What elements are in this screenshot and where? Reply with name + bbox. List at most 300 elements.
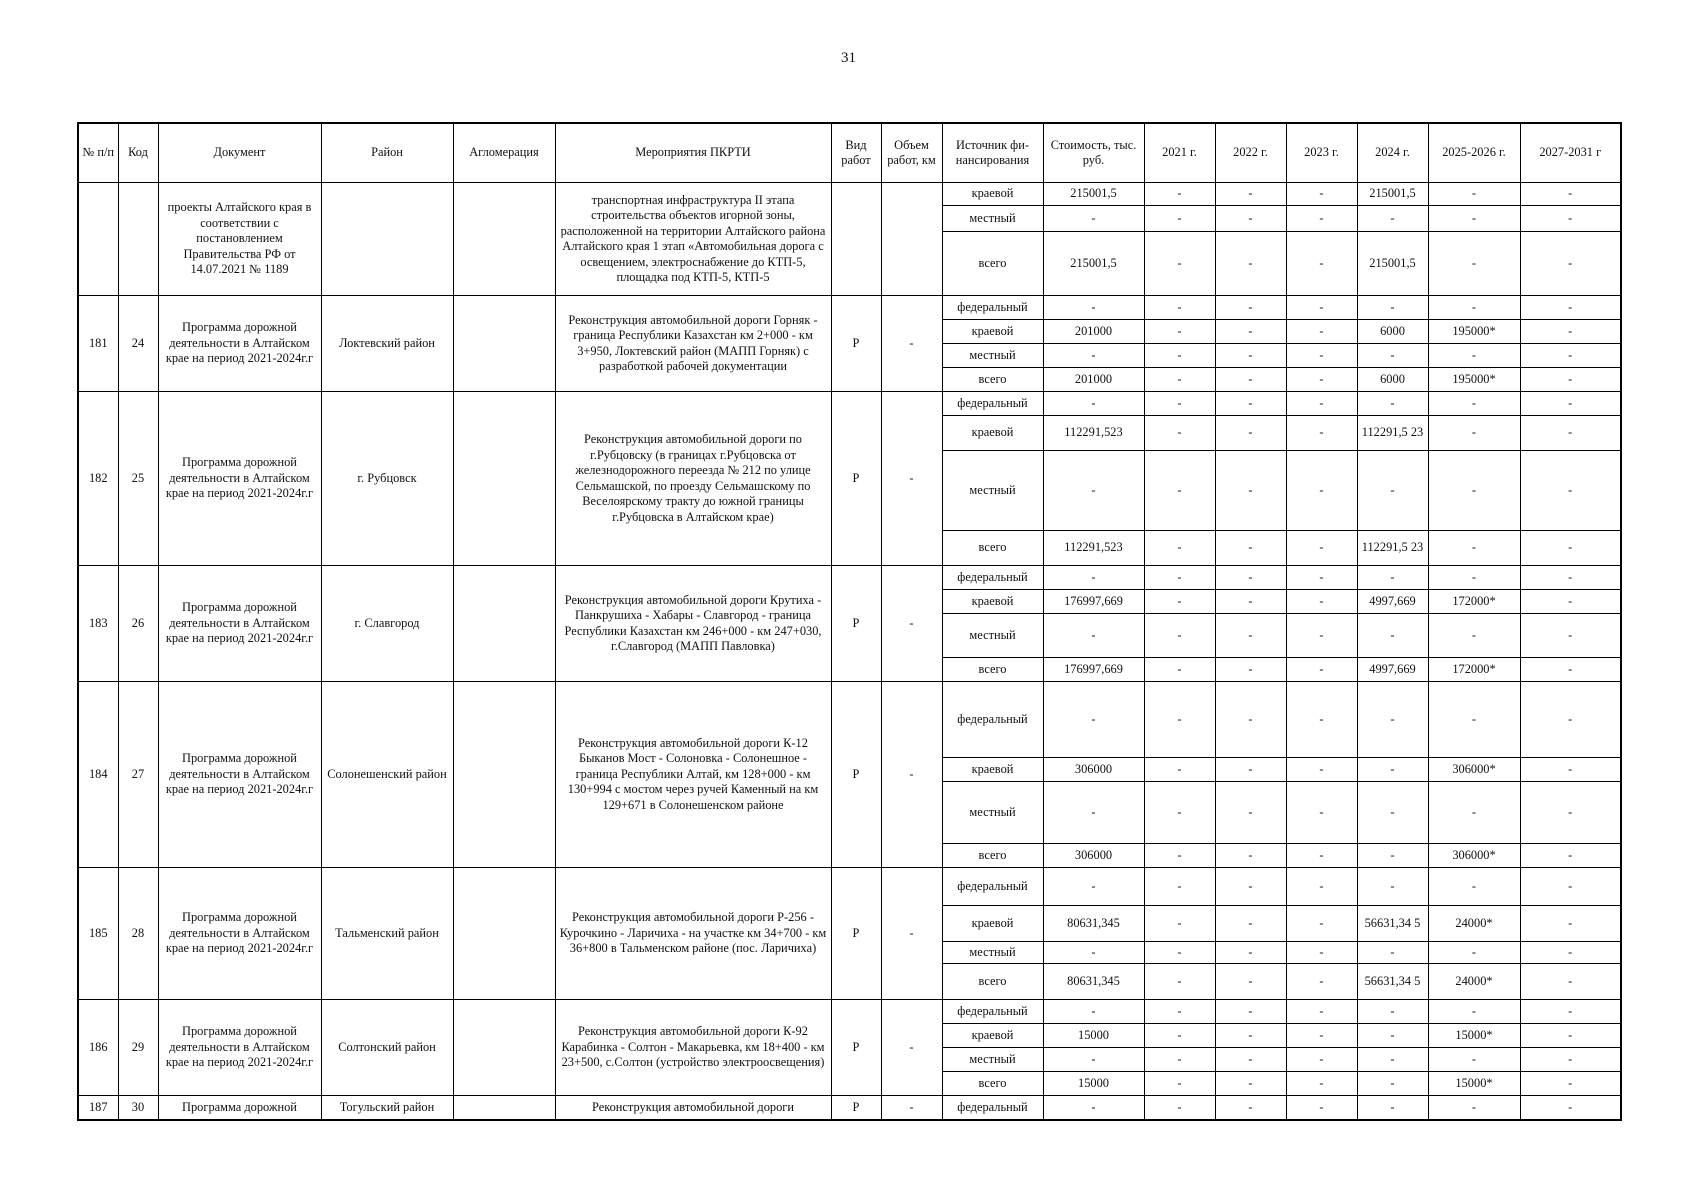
event-cell: Реконструкция автомобильной дороги по г.Рубцовску (в границах г.Рубцовска от железнодорожного переезда № 212 по улице Сельмашской, по проезду Сельмашскому по Веселоярскому тракту до южной границы г.Рубцовска в Алтайском крае) [555, 392, 831, 566]
district-cell: Локтевский район [321, 296, 453, 392]
year-2024-cell: - [1357, 614, 1428, 658]
year-2021-cell: - [1144, 368, 1215, 392]
agglomeration-cell [453, 1096, 555, 1120]
cost-cell: 201000 [1043, 368, 1144, 392]
table-body [78, 183, 1621, 1120]
year-2022-cell: - [1215, 590, 1286, 614]
cost-cell: - [1043, 1096, 1144, 1120]
years-2027-2031-cell: - [1520, 758, 1621, 782]
years-2025-2026-cell: - [1428, 1048, 1520, 1072]
year-2022-cell: - [1215, 183, 1286, 206]
header-cell: Документ [158, 123, 321, 183]
year-2022-cell: - [1215, 906, 1286, 942]
year-2021-cell: - [1144, 1048, 1215, 1072]
years-2027-2031-cell: - [1520, 942, 1621, 964]
years-2025-2026-cell: 195000* [1428, 320, 1520, 344]
funding-source-cell: краевой [942, 758, 1043, 782]
year-2024-cell: - [1357, 344, 1428, 368]
agglomeration-cell [453, 566, 555, 682]
district-cell: Солонешенский район [321, 682, 453, 868]
table-row [78, 183, 1621, 206]
year-2023-cell: - [1286, 296, 1357, 320]
funding-source-cell: всего [942, 368, 1043, 392]
year-2024-cell: - [1357, 451, 1428, 531]
table-row [78, 392, 1621, 416]
year-2024-cell: - [1357, 782, 1428, 844]
funding-source-cell: всего [942, 531, 1043, 566]
district-cell: г. Славгород [321, 566, 453, 682]
district-cell: Тогульский район [321, 1096, 453, 1120]
row-number-cell: 182 [78, 392, 118, 566]
year-2023-cell: - [1286, 1096, 1357, 1120]
cost-cell: 306000 [1043, 844, 1144, 868]
year-2022-cell: - [1215, 416, 1286, 451]
year-2022-cell: - [1215, 844, 1286, 868]
year-2024-cell: - [1357, 1048, 1428, 1072]
work-type-cell [831, 183, 881, 296]
cost-cell: - [1043, 1000, 1144, 1024]
cost-cell: 80631,345 [1043, 906, 1144, 942]
cost-cell: - [1043, 682, 1144, 758]
year-2022-cell: - [1215, 320, 1286, 344]
year-2023-cell: - [1286, 782, 1357, 844]
years-2027-2031-cell: - [1520, 658, 1621, 682]
years-2027-2031-cell: - [1520, 368, 1621, 392]
header-cell: Источник фи-нансирования [942, 123, 1043, 183]
year-2024-cell: - [1357, 206, 1428, 232]
event-cell: Реконструкция автомобильной дороги К-12 Быканов Мост - Солоновка - Солонешное - граница Республики Алтай, км 128+000 - км 130+994 с мостом через ручей Каменный на км 129+671 в Солонешенском районе [555, 682, 831, 868]
row-number-cell: 184 [78, 682, 118, 868]
years-2025-2026-cell: - [1428, 296, 1520, 320]
year-2024-cell: - [1357, 1096, 1428, 1120]
years-2027-2031-cell: - [1520, 1000, 1621, 1024]
years-2027-2031-cell: - [1520, 296, 1621, 320]
work-type-cell: Р [831, 1096, 881, 1120]
year-2021-cell: - [1144, 344, 1215, 368]
funding-source-cell: всего [942, 658, 1043, 682]
work-type-cell: Р [831, 1000, 881, 1096]
document-cell: Программа дорожной деятельности в Алтайском крае на период 2021-2024г.г [158, 682, 321, 868]
cost-cell: 176997,669 [1043, 590, 1144, 614]
cost-cell: - [1043, 451, 1144, 531]
year-2022-cell: - [1215, 1048, 1286, 1072]
funding-source-cell: федеральный [942, 1000, 1043, 1024]
funding-source-cell: краевой [942, 590, 1043, 614]
cost-cell: - [1043, 296, 1144, 320]
document-cell: Программа дорожной [158, 1096, 321, 1120]
event-cell: Реконструкция автомобильной дороги [555, 1096, 831, 1120]
table-row [78, 1000, 1621, 1024]
work-type-cell: Р [831, 682, 881, 868]
years-2025-2026-cell: - [1428, 566, 1520, 590]
year-2022-cell: - [1215, 296, 1286, 320]
year-2021-cell: - [1144, 942, 1215, 964]
year-2024-cell: 56631,34 5 [1357, 906, 1428, 942]
year-2022-cell: - [1215, 344, 1286, 368]
year-2024-cell: - [1357, 868, 1428, 906]
year-2023-cell: - [1286, 1024, 1357, 1048]
volume-cell: - [881, 392, 942, 566]
year-2021-cell: - [1144, 566, 1215, 590]
year-2022-cell: - [1215, 868, 1286, 906]
year-2023-cell: - [1286, 658, 1357, 682]
year-2021-cell: - [1144, 658, 1215, 682]
volume-cell: - [881, 296, 942, 392]
year-2022-cell: - [1215, 658, 1286, 682]
year-2024-cell: - [1357, 844, 1428, 868]
funding-source-cell: краевой [942, 1024, 1043, 1048]
volume-cell: - [881, 682, 942, 868]
cost-cell: - [1043, 782, 1144, 844]
year-2022-cell: - [1215, 758, 1286, 782]
cost-cell: 112291,523 [1043, 416, 1144, 451]
year-2024-cell: - [1357, 758, 1428, 782]
table-row [78, 296, 1621, 320]
district-cell: г. Рубцовск [321, 392, 453, 566]
years-2027-2031-cell: - [1520, 344, 1621, 368]
year-2021-cell: - [1144, 320, 1215, 344]
code-cell: 24 [118, 296, 158, 392]
work-type-cell: Р [831, 296, 881, 392]
year-2024-cell: 56631,34 5 [1357, 964, 1428, 1000]
year-2024-cell: - [1357, 942, 1428, 964]
years-2025-2026-cell: - [1428, 392, 1520, 416]
funding-source-cell: всего [942, 232, 1043, 296]
year-2023-cell: - [1286, 844, 1357, 868]
year-2023-cell: - [1286, 614, 1357, 658]
years-2025-2026-cell: 15000* [1428, 1024, 1520, 1048]
year-2022-cell: - [1215, 942, 1286, 964]
year-2021-cell: - [1144, 844, 1215, 868]
years-2025-2026-cell: 24000* [1428, 964, 1520, 1000]
agglomeration-cell [453, 868, 555, 1000]
agglomeration-cell [453, 392, 555, 566]
year-2023-cell: - [1286, 942, 1357, 964]
header-cell: 2022 г. [1215, 123, 1286, 183]
years-2025-2026-cell: - [1428, 416, 1520, 451]
volume-cell: - [881, 1096, 942, 1120]
cost-cell: 215001,5 [1043, 183, 1144, 206]
years-2025-2026-cell: 195000* [1428, 368, 1520, 392]
years-2025-2026-cell: 306000* [1428, 758, 1520, 782]
years-2027-2031-cell: - [1520, 320, 1621, 344]
funding-source-cell: краевой [942, 183, 1043, 206]
funding-source-cell: краевой [942, 320, 1043, 344]
years-2025-2026-cell: - [1428, 206, 1520, 232]
years-2027-2031-cell: - [1520, 566, 1621, 590]
year-2023-cell: - [1286, 758, 1357, 782]
funding-source-cell: федеральный [942, 868, 1043, 906]
year-2021-cell: - [1144, 296, 1215, 320]
document-cell: Программа дорожной деятельности в Алтайском крае на период 2021-2024г.г [158, 392, 321, 566]
year-2021-cell: - [1144, 531, 1215, 566]
row-number-cell: 183 [78, 566, 118, 682]
year-2024-cell: - [1357, 296, 1428, 320]
years-2027-2031-cell: - [1520, 906, 1621, 942]
header-cell: Стоимость, тыс. руб. [1043, 123, 1144, 183]
cost-cell: 176997,669 [1043, 658, 1144, 682]
row-number-cell: 186 [78, 1000, 118, 1096]
cost-cell: - [1043, 392, 1144, 416]
year-2021-cell: - [1144, 1000, 1215, 1024]
years-2027-2031-cell: - [1520, 531, 1621, 566]
district-cell: Тальменский район [321, 868, 453, 1000]
year-2023-cell: - [1286, 416, 1357, 451]
year-2024-cell: - [1357, 682, 1428, 758]
header-cell: 2027-2031 г [1520, 123, 1621, 183]
year-2023-cell: - [1286, 906, 1357, 942]
work-type-cell: Р [831, 566, 881, 682]
years-2027-2031-cell: - [1520, 1048, 1621, 1072]
year-2023-cell: - [1286, 868, 1357, 906]
years-2025-2026-cell: - [1428, 682, 1520, 758]
agglomeration-cell [453, 296, 555, 392]
header-cell: Объем работ, км [881, 123, 942, 183]
years-2027-2031-cell: - [1520, 682, 1621, 758]
year-2021-cell: - [1144, 1072, 1215, 1096]
district-cell [321, 183, 453, 296]
table-row [78, 566, 1621, 590]
financing-table [77, 122, 1622, 1121]
years-2027-2031-cell: - [1520, 232, 1621, 296]
year-2024-cell: 6000 [1357, 320, 1428, 344]
funding-source-cell: местный [942, 942, 1043, 964]
year-2021-cell: - [1144, 906, 1215, 942]
year-2024-cell: - [1357, 566, 1428, 590]
year-2024-cell: 215001,5 [1357, 183, 1428, 206]
code-cell: 29 [118, 1000, 158, 1096]
year-2023-cell: - [1286, 1000, 1357, 1024]
years-2027-2031-cell: - [1520, 183, 1621, 206]
funding-source-cell: местный [942, 1048, 1043, 1072]
code-cell: 26 [118, 566, 158, 682]
page-number: 31 [841, 50, 856, 66]
year-2024-cell: 4997,669 [1357, 590, 1428, 614]
year-2023-cell: - [1286, 566, 1357, 590]
year-2023-cell: - [1286, 232, 1357, 296]
table-row [78, 1096, 1621, 1120]
year-2022-cell: - [1215, 368, 1286, 392]
funding-source-cell: федеральный [942, 296, 1043, 320]
year-2022-cell: - [1215, 451, 1286, 531]
year-2022-cell: - [1215, 682, 1286, 758]
year-2021-cell: - [1144, 232, 1215, 296]
year-2021-cell: - [1144, 1024, 1215, 1048]
year-2022-cell: - [1215, 206, 1286, 232]
funding-source-cell: местный [942, 614, 1043, 658]
cost-cell: - [1043, 206, 1144, 232]
row-number-cell: 187 [78, 1096, 118, 1120]
header-cell: Мероприятия ПКРТИ [555, 123, 831, 183]
funding-source-cell: федеральный [942, 392, 1043, 416]
years-2025-2026-cell: - [1428, 531, 1520, 566]
event-cell: Реконструкция автомобильной дороги К-92 Карабинка - Солтон - Макарьевка, км 18+400 - км 23+500, с.Солтон (устройство электроосвещения) [555, 1000, 831, 1096]
cost-cell: - [1043, 566, 1144, 590]
year-2024-cell: 6000 [1357, 368, 1428, 392]
cost-cell: 15000 [1043, 1024, 1144, 1048]
year-2023-cell: - [1286, 206, 1357, 232]
cost-cell: - [1043, 614, 1144, 658]
year-2023-cell: - [1286, 320, 1357, 344]
year-2022-cell: - [1215, 1024, 1286, 1048]
header-row [78, 123, 1621, 183]
years-2025-2026-cell: - [1428, 183, 1520, 206]
years-2025-2026-cell: - [1428, 1000, 1520, 1024]
header-cell: Вид работ [831, 123, 881, 183]
agglomeration-cell [453, 1000, 555, 1096]
volume-cell: - [881, 566, 942, 682]
header-cell: № п/п [78, 123, 118, 183]
year-2023-cell: - [1286, 531, 1357, 566]
agglomeration-cell [453, 682, 555, 868]
volume-cell [881, 183, 942, 296]
funding-source-cell: всего [942, 964, 1043, 1000]
year-2023-cell: - [1286, 368, 1357, 392]
funding-source-cell: местный [942, 206, 1043, 232]
year-2023-cell: - [1286, 964, 1357, 1000]
volume-cell: - [881, 868, 942, 1000]
years-2025-2026-cell: - [1428, 614, 1520, 658]
year-2024-cell: - [1357, 1024, 1428, 1048]
header-cell: Код [118, 123, 158, 183]
year-2021-cell: - [1144, 590, 1215, 614]
year-2022-cell: - [1215, 614, 1286, 658]
years-2027-2031-cell: - [1520, 844, 1621, 868]
document-cell: проекты Алтайского края в соответствии с постановлением Правительства РФ от 14.07.2021 № 1189 [158, 183, 321, 296]
cost-cell: 112291,523 [1043, 531, 1144, 566]
year-2021-cell: - [1144, 416, 1215, 451]
years-2027-2031-cell: - [1520, 392, 1621, 416]
years-2025-2026-cell: - [1428, 232, 1520, 296]
cost-cell: 215001,5 [1043, 232, 1144, 296]
years-2025-2026-cell: - [1428, 344, 1520, 368]
document-cell: Программа дорожной деятельности в Алтайском крае на период 2021-2024г.г [158, 868, 321, 1000]
year-2023-cell: - [1286, 183, 1357, 206]
years-2027-2031-cell: - [1520, 590, 1621, 614]
year-2023-cell: - [1286, 1048, 1357, 1072]
years-2027-2031-cell: - [1520, 782, 1621, 844]
cost-cell: 201000 [1043, 320, 1144, 344]
work-type-cell: Р [831, 392, 881, 566]
year-2022-cell: - [1215, 1000, 1286, 1024]
cost-cell: - [1043, 868, 1144, 906]
year-2022-cell: - [1215, 782, 1286, 844]
years-2025-2026-cell: 306000* [1428, 844, 1520, 868]
year-2021-cell: - [1144, 964, 1215, 1000]
code-cell [118, 183, 158, 296]
header-cell: Район [321, 123, 453, 183]
years-2027-2031-cell: - [1520, 1024, 1621, 1048]
funding-source-cell: местный [942, 344, 1043, 368]
year-2023-cell: - [1286, 1072, 1357, 1096]
table-row [78, 682, 1621, 758]
event-cell: транспортная инфраструктура II этапа строительства объектов игорной зоны, расположенной на территории Алтайского района Алтайского края 1 этап «Автомобильная дорога с освещением, электроснабжение до КТП-5, площадка под КТП-5, КТП-5 [555, 183, 831, 296]
year-2022-cell: - [1215, 1096, 1286, 1120]
event-cell: Реконструкция автомобильной дороги Горняк - граница Республики Казахстан км 2+000 - км 3+950, Локтевский район (МАПП Горняк) с разработкой рабочей документации [555, 296, 831, 392]
funding-source-cell: федеральный [942, 566, 1043, 590]
year-2022-cell: - [1215, 964, 1286, 1000]
years-2025-2026-cell: 172000* [1428, 658, 1520, 682]
year-2023-cell: - [1286, 590, 1357, 614]
row-number-cell: 185 [78, 868, 118, 1000]
funding-source-cell: краевой [942, 906, 1043, 942]
year-2022-cell: - [1215, 566, 1286, 590]
funding-source-cell: краевой [942, 416, 1043, 451]
year-2021-cell: - [1144, 1096, 1215, 1120]
work-type-cell: Р [831, 868, 881, 1000]
year-2021-cell: - [1144, 451, 1215, 531]
year-2021-cell: - [1144, 183, 1215, 206]
document-cell: Программа дорожной деятельности в Алтайском крае на период 2021-2024г.г [158, 296, 321, 392]
district-cell: Солтонский район [321, 1000, 453, 1096]
years-2027-2031-cell: - [1520, 416, 1621, 451]
code-cell: 30 [118, 1096, 158, 1120]
cost-cell: - [1043, 1048, 1144, 1072]
document-cell: Программа дорожной деятельности в Алтайском крае на период 2021-2024г.г [158, 566, 321, 682]
funding-source-cell: местный [942, 451, 1043, 531]
years-2025-2026-cell: 172000* [1428, 590, 1520, 614]
years-2025-2026-cell: - [1428, 1096, 1520, 1120]
funding-source-cell: всего [942, 844, 1043, 868]
year-2021-cell: - [1144, 782, 1215, 844]
year-2024-cell: 112291,5 23 [1357, 416, 1428, 451]
funding-source-cell: федеральный [942, 682, 1043, 758]
year-2021-cell: - [1144, 758, 1215, 782]
volume-cell: - [881, 1000, 942, 1096]
years-2027-2031-cell: - [1520, 868, 1621, 906]
year-2024-cell: 215001,5 [1357, 232, 1428, 296]
years-2025-2026-cell: - [1428, 942, 1520, 964]
agglomeration-cell [453, 183, 555, 296]
years-2025-2026-cell: 24000* [1428, 906, 1520, 942]
years-2025-2026-cell: - [1428, 782, 1520, 844]
header-cell: 2024 г. [1357, 123, 1428, 183]
years-2027-2031-cell: - [1520, 1072, 1621, 1096]
row-number-cell [78, 183, 118, 296]
year-2023-cell: - [1286, 344, 1357, 368]
code-cell: 27 [118, 682, 158, 868]
cost-cell: 306000 [1043, 758, 1144, 782]
year-2024-cell: 4997,669 [1357, 658, 1428, 682]
table-row [78, 868, 1621, 906]
year-2023-cell: - [1286, 682, 1357, 758]
year-2022-cell: - [1215, 1072, 1286, 1096]
years-2027-2031-cell: - [1520, 451, 1621, 531]
header-cell: 2025-2026 г. [1428, 123, 1520, 183]
year-2022-cell: - [1215, 392, 1286, 416]
years-2025-2026-cell: - [1428, 868, 1520, 906]
year-2023-cell: - [1286, 451, 1357, 531]
document-cell: Программа дорожной деятельности в Алтайском крае на период 2021-2024г.г [158, 1000, 321, 1096]
years-2027-2031-cell: - [1520, 206, 1621, 232]
year-2021-cell: - [1144, 206, 1215, 232]
year-2021-cell: - [1144, 392, 1215, 416]
funding-source-cell: местный [942, 782, 1043, 844]
header-cell: 2021 г. [1144, 123, 1215, 183]
code-cell: 25 [118, 392, 158, 566]
event-cell: Реконструкция автомобильной дороги Крутиха - Панкрушиха - Хабары - Славгород - граница Республики Казахстан км 246+000 - км 247+030, г.Славгород (МАПП Павловка) [555, 566, 831, 682]
code-cell: 28 [118, 868, 158, 1000]
year-2023-cell: - [1286, 392, 1357, 416]
year-2024-cell: - [1357, 1072, 1428, 1096]
cost-cell: - [1043, 942, 1144, 964]
year-2022-cell: - [1215, 531, 1286, 566]
header-cell: 2023 г. [1286, 123, 1357, 183]
years-2025-2026-cell: 15000* [1428, 1072, 1520, 1096]
year-2024-cell: - [1357, 1000, 1428, 1024]
year-2024-cell: 112291,5 23 [1357, 531, 1428, 566]
cost-cell: 80631,345 [1043, 964, 1144, 1000]
